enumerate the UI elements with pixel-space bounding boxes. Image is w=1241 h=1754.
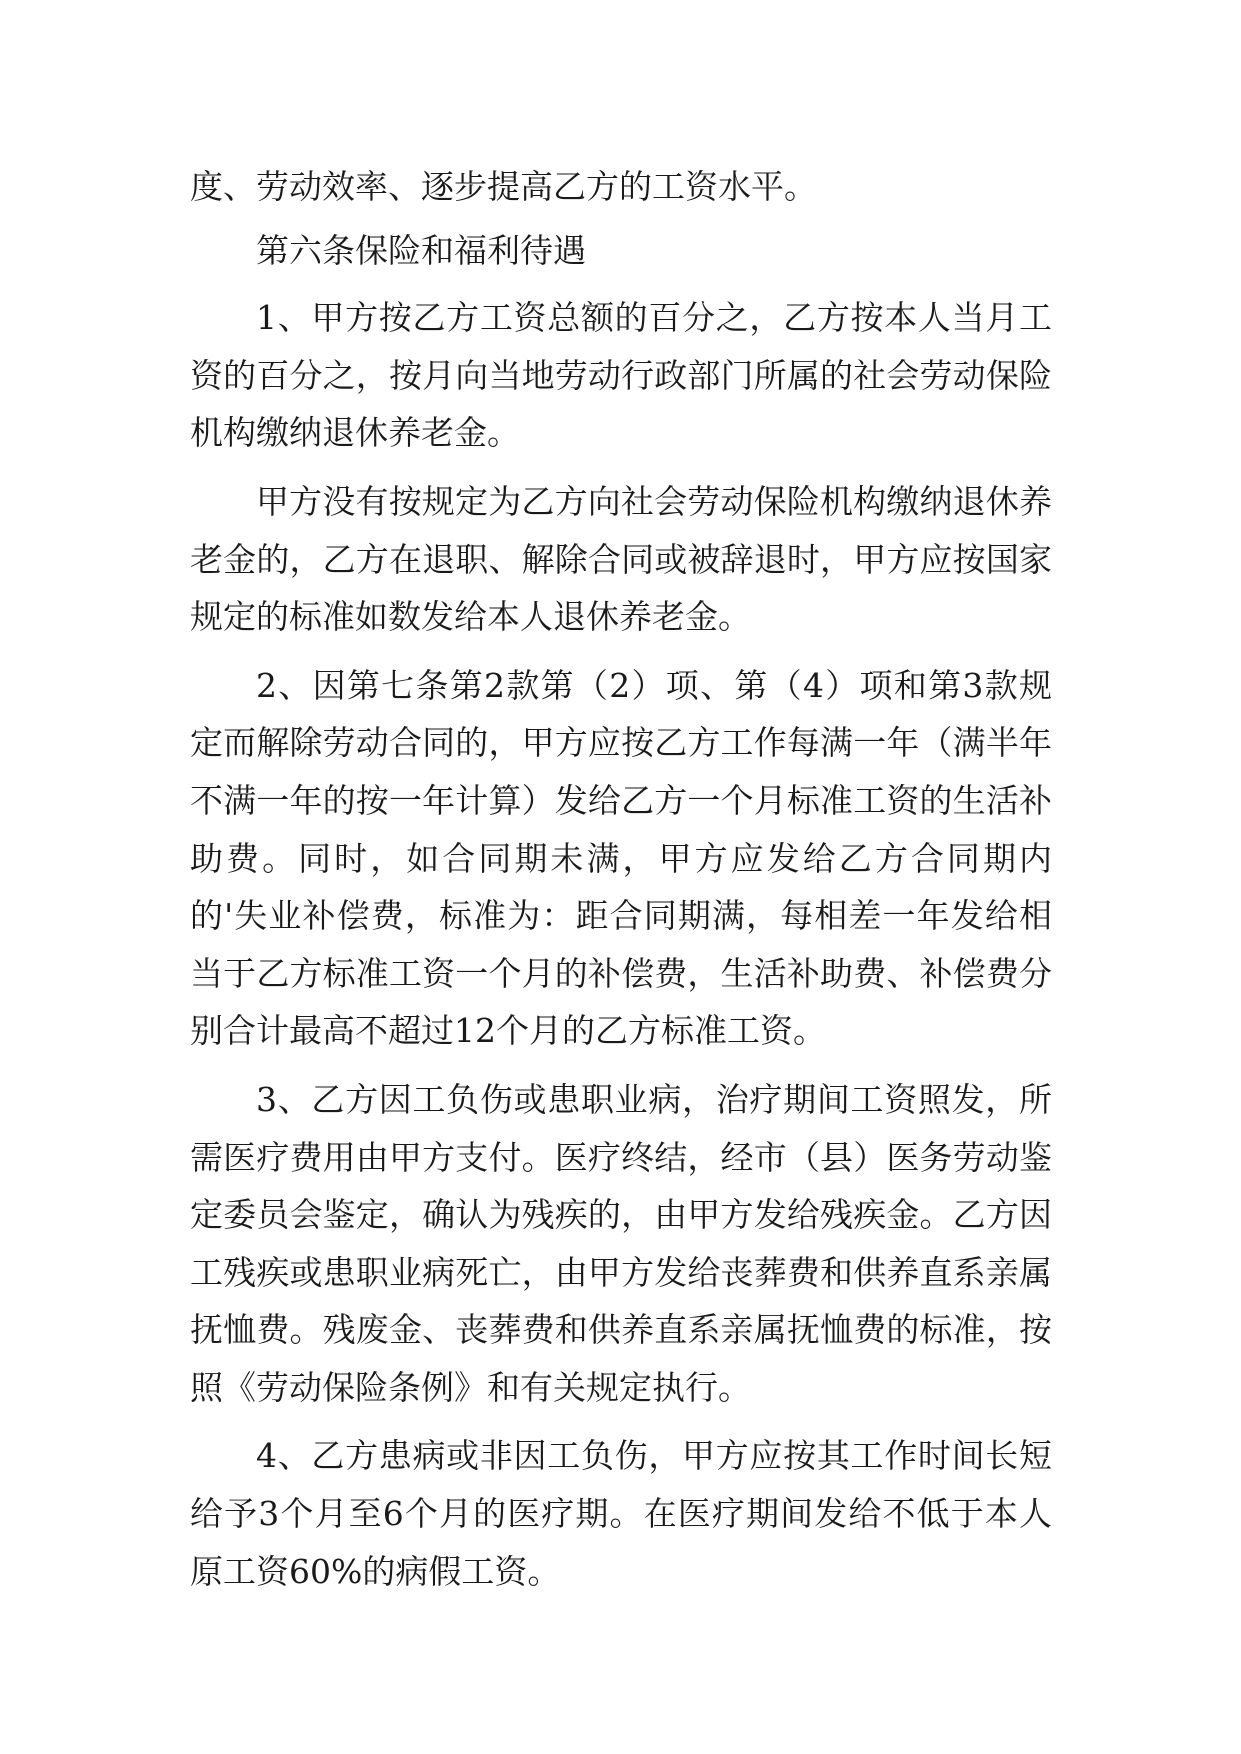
paragraph-clause-3: 3、乙方因工负伤或患职业病，治疗期间工资照发，所需医疗费用由甲方支付。医疗终结，经市（县）医务劳动鉴定委员会鉴定，确认为残疾的，由甲方发给残疾金。乙方因工残疾或患职业病死亡，由甲方发给丧葬费和供养直系亲属抚恤费。残废金、丧葬费和供养直系亲属抚恤费的标准，按照《劳动保险条例》和有关规定执行。 [190,1079,1052,1407]
paragraph-clause-4: 4、乙方患病或非因工负伤，甲方应按其工作时间长短给予3个月至6个月的医疗期。在医疗期间发给不低于本人原工资60%的病假工资。 [190,1436,1052,1591]
paragraph-continuation: 度、劳动效率、逐步提高乙方的工资水平。 [190,167,817,206]
article-heading: 第六条保险和福利待遇 [256,230,586,270]
paragraph-clause-2: 2、因第七条第2款第（2）项、第（4）项和第3款规定而解除劳动合同的，甲方应按乙方工作每满一年（满半年不满一年的按一年计算）发给乙方一个月标准工资的生活补助费。同时，如合同期未满，甲方应发给乙方合同期内的'失业补偿费，标准为：距合同期满，每相差一年发给相当于乙方标准工资一个月的补偿费，生活补助费、补偿费分别合计最高不超过12个月的乙方标准工资。 [190,665,1052,1051]
document-body [190,158,1052,1600]
paragraph-clause-1-note: 甲方没有按规定为乙方向社会劳动保险机构缴纳退休养老金的，乙方在退职、解除合同或被辞退时，甲方应按国家规定的标准如数发给本人退休养老金。 [190,481,1052,637]
paragraph-clause-1: 1、甲方按乙方工资总额的百分之，乙方按本人当月工资的百分之，按月向当地劳动行政部门所属的社会劳动保险机构缴纳退休养老金。 [190,298,1052,453]
